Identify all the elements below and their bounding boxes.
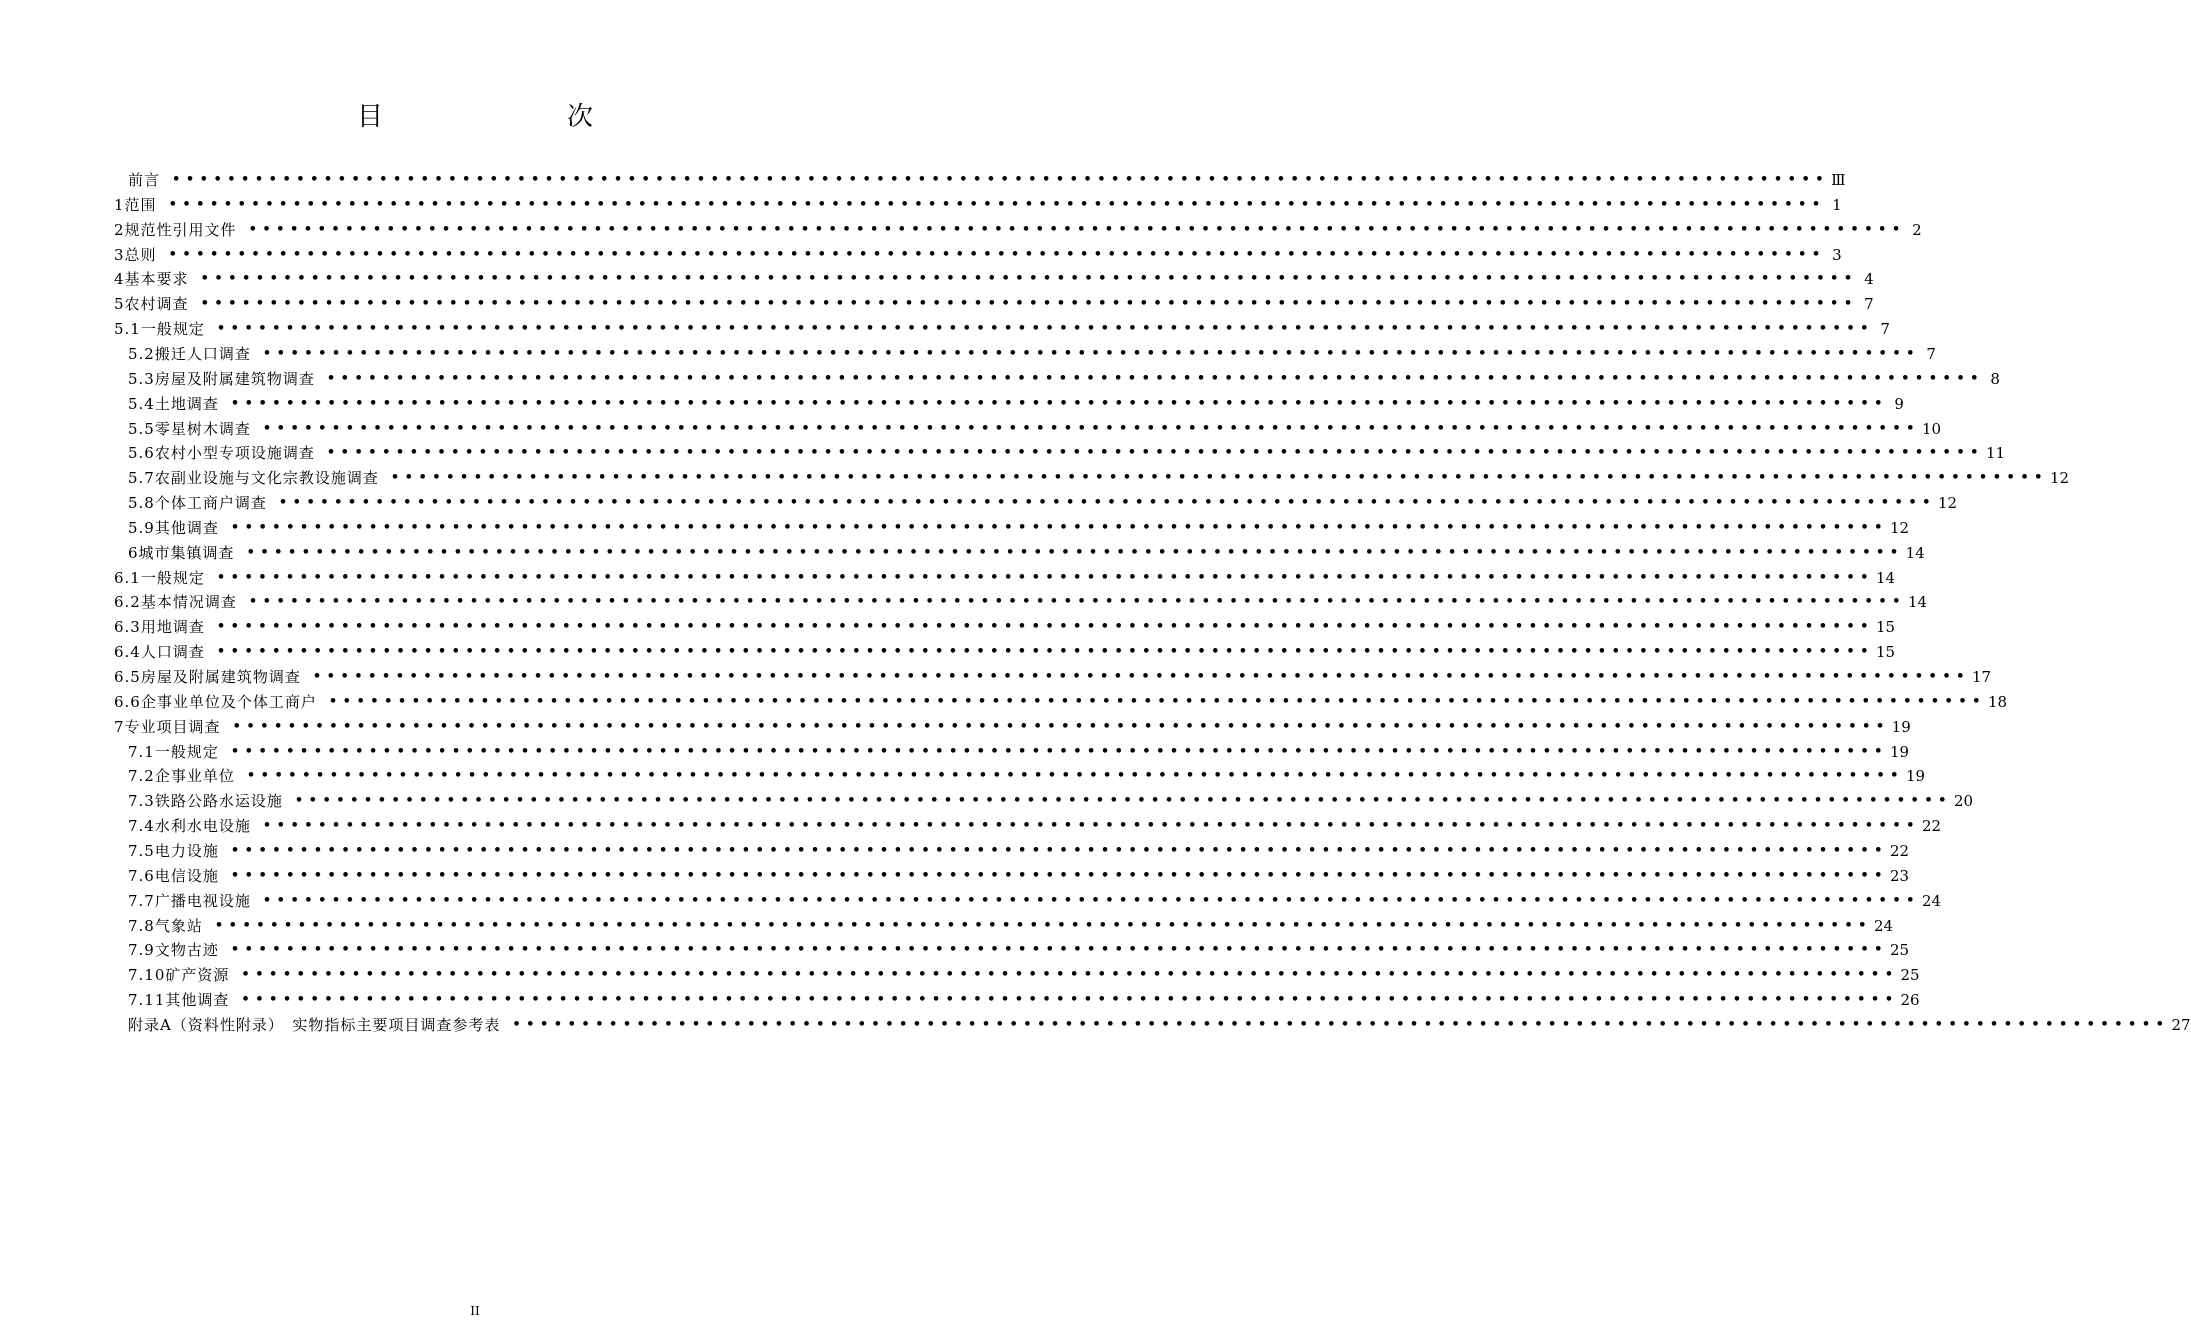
toc-entry[interactable] xyxy=(128,516,1910,540)
toc-entry-page: 7 xyxy=(1926,344,1936,363)
toc-entry[interactable] xyxy=(114,640,1896,664)
toc-entry-number: 1 xyxy=(114,195,125,214)
toc-entry[interactable] xyxy=(128,367,2000,391)
toc-entry-number: 6.1 xyxy=(114,568,141,587)
toc-entry-label: 城市集镇调查 xyxy=(138,543,235,562)
toc-entry[interactable] xyxy=(128,789,1974,813)
toc-leader-dots: •••••••••••••••••••••••••••••••••••••••••••••••••••••••••••••••••••••••••••••••••••••••••••••••••••••••••••••••••••••••• xyxy=(328,693,1986,709)
toc-entry[interactable] xyxy=(128,740,1910,764)
toc-entry[interactable] xyxy=(128,392,1904,416)
toc-entry[interactable] xyxy=(114,218,1922,242)
toc-leader-dots: •••••••••••••••••••••••••••••••••••••••••••••••••••••••••••••••••••••••••••••••••••••••••••••••••••••••••••••••••••••••• xyxy=(278,495,1936,511)
toc-entry-page: 19 xyxy=(1905,767,1926,786)
toc-entry-label: 一般规定 xyxy=(140,568,205,587)
toc-entry-page: 14 xyxy=(1875,568,1896,587)
toc-entry-number: 5.5 xyxy=(128,419,155,438)
toc-entry-label: 搬迁人口调查 xyxy=(154,344,251,363)
toc-entry-label: 其他调查 xyxy=(154,518,219,537)
toc-entry[interactable] xyxy=(114,292,1874,316)
toc-entry-page: 24 xyxy=(1873,916,1894,935)
toc-leader-dots: •••••••••••••••••••••••••••••••••••••••••••••••••••••••••••••••••••••••••••••••••••••••••••••••••••••••••••••••••••••••• xyxy=(248,594,1906,610)
toc-entry[interactable] xyxy=(128,988,1920,1012)
toc-leader-dots: •••••••••••••••••••••••••••••••••••••••••••••••••••••••••••••••••••••••••••••••••••••••••••••••••••••••••••••••••••••••• xyxy=(216,569,1874,585)
toc-entry[interactable] xyxy=(128,839,1910,863)
toc-entry[interactable] xyxy=(114,590,1928,614)
toc-entry[interactable] xyxy=(114,715,1911,739)
toc-entry-page: 14 xyxy=(1905,543,1925,562)
toc-entry[interactable] xyxy=(114,243,1842,267)
toc-entry-page: 19 xyxy=(1889,742,1910,761)
toc-entry-page: 8 xyxy=(1990,369,2000,388)
toc-entry-page: Ⅲ xyxy=(1831,171,1846,189)
toc-entry-page: 25 xyxy=(1900,966,1920,985)
toc-leader-dots: •••••••••••••••••••••••••••••••••••••••••••••••••••••••••••••••••••••••••••••••••••••••••••••••••••••••••••••••••••••••• xyxy=(294,793,1952,809)
toc-leader-dots: •••••••••••••••••••••••••••••••••••••••••••••••••••••••••••••••••••••••••••••••••••••••••••••••••••••••••••••••••••••••• xyxy=(230,842,1888,858)
toc-entry-label: 附录A（资料性附录） 实物指标主要项目调查参考表 xyxy=(128,1015,501,1034)
toc-entry-label: 铁路公路水运设施 xyxy=(154,792,283,811)
toc-leader-dots: •••••••••••••••••••••••••••••••••••••••••••••••••••••••••••••••••••••••••••••••••••••••••••••••••••••••••••••••••••••••• xyxy=(262,818,1920,834)
toc-leader-dots: •••••••••••••••••••••••••••••••••••••••••••••••••••••••••••••••••••••••••••••••••••••••••••••••••••••••••••••••••••••••• xyxy=(262,420,1920,436)
toc-leader-dots: •••••••••••••••••••••••••••••••••••••••••••••••••••••••••••••••••••••••••••••••••••••••••••••••••••••••••••••••••••••••• xyxy=(390,470,2048,486)
toc-entry-page: 3 xyxy=(1832,245,1842,264)
toc-entry-label: 矿产资源 xyxy=(165,966,230,985)
toc-entry-label: 房屋及附属建筑物调查 xyxy=(154,369,315,388)
toc-entry-label: 农副业设施与文化宗教设施调查 xyxy=(154,469,379,488)
toc-entry-number: 6 xyxy=(128,543,139,562)
toc-entry-page: 9 xyxy=(1894,394,1904,413)
toc-entry-label: 水利水电设施 xyxy=(154,817,251,836)
toc-entry-number: 5.7 xyxy=(128,469,155,488)
toc-entry-number: 5.3 xyxy=(128,369,155,388)
toc-entry[interactable] xyxy=(128,342,1936,366)
toc-entry-number: 6.2 xyxy=(114,593,141,612)
toc-entry[interactable] xyxy=(128,864,1910,888)
toc-entry[interactable] xyxy=(128,963,1920,987)
toc-leader-dots: •••••••••••••••••••••••••••••••••••••••••••••••••••••••••••••••••••••••••••••••••••••••••••••••••••••••••••••••••••••••• xyxy=(262,345,1920,361)
toc-leader-dots: •••••••••••••••••••••••••••••••••••••••••••••••••••••••••••••••••••••••••••••••••••••••••••••••••••••••••••••••••••••••• xyxy=(214,917,1872,933)
toc-leader-dots: •••••••••••••••••••••••••••••••••••••••••••••••••••••••••••••••••••••••••••••••••••••••••••••••••••••••••••••••••••••••• xyxy=(246,768,1904,784)
toc-entry-number: 5.9 xyxy=(128,518,155,537)
toc-entry-page: 7 xyxy=(1880,320,1890,339)
toc-entry-number: 5.6 xyxy=(128,444,155,463)
toc-entry-number: 7.2 xyxy=(128,767,155,786)
toc-entry-page: 2 xyxy=(1912,220,1922,239)
toc-entry-number: 7.6 xyxy=(128,866,155,885)
toc-entry-label: 个体工商户调查 xyxy=(154,494,267,513)
toc-entry-page: 12 xyxy=(2049,469,2070,488)
toc-entry[interactable] xyxy=(114,267,1874,291)
toc-entry[interactable] xyxy=(128,914,1894,938)
toc-entry-page: 4 xyxy=(1864,270,1874,289)
toc-entry[interactable] xyxy=(114,690,2008,714)
toc-entry-number: 7 xyxy=(114,717,125,736)
toc-entry-number: 6.4 xyxy=(114,643,141,662)
toc-entry-number: 7.4 xyxy=(128,817,155,836)
toc-entry-number: 5.8 xyxy=(128,494,155,513)
toc-entry[interactable] xyxy=(114,665,1992,689)
toc-entry[interactable] xyxy=(114,566,1896,590)
toc-entry-page: 25 xyxy=(1889,941,1910,960)
toc-entry[interactable] xyxy=(128,417,1942,441)
toc-entry-number: 6.5 xyxy=(114,668,141,686)
toc-entry-number: 6.3 xyxy=(114,618,141,637)
toc-leader-dots: •••••••••••••••••••••••••••••••••••••••••••••••••••••••••••••••••••••••••••••••••••••••••••••••••••••••••••••••••••••••• xyxy=(512,1016,2170,1032)
toc-entry[interactable] xyxy=(128,491,1958,515)
toc-leader-dots: •••••••••••••••••••••••••••••••••••••••••••••••••••••••••••••••••••••••••••••••••••••••••••••••••••••••••••••••••••••••• xyxy=(326,370,1984,386)
toc-leader-dots: •••••••••••••••••••••••••••••••••••••••••••••••••••••••••••••••••••••••••••••••••••••••••••••••••••••••••••••••••••••••• xyxy=(230,942,1888,958)
toc-entry-page: 26 xyxy=(1900,991,1920,1010)
toc-entry-number: 4 xyxy=(114,270,125,289)
toc-leader-dots: •••••••••••••••••••••••••••••••••••••••••••••••••••••••••••••••••••••••••••••••••••••••••••••••••••••••••••••••••••••••• xyxy=(241,992,1899,1008)
toc-entry-number: 7.5 xyxy=(128,841,155,860)
toc-entry-label: 电信设施 xyxy=(154,866,219,885)
toc-entry-number: 5.4 xyxy=(128,394,155,413)
toc-entry-number: 5.1 xyxy=(114,320,141,339)
toc-entry-label: 零星树木调查 xyxy=(154,419,251,438)
toc-entry[interactable] xyxy=(128,938,1910,962)
toc-leader-dots: •••••••••••••••••••••••••••••••••••••••••••••••••••••••••••••••••••••••••••••••••••••••••••••••••••••••••••••••••••••••• xyxy=(232,718,1890,734)
toc-entry-label: 人口调查 xyxy=(140,643,205,662)
toc-entry-label: 前言 xyxy=(128,171,161,189)
toc-entry-label: 农村调查 xyxy=(124,295,189,314)
toc-leader-dots: •••••••••••••••••••••••••••••••••••••••••••••••••••••••••••••••••••••••••••••••••••••••••••••••••••••••••••••••••••••••• xyxy=(326,445,1984,461)
toc-entry[interactable] xyxy=(114,317,1890,341)
toc-entry[interactable] xyxy=(128,764,1926,788)
toc-entry-number: 3 xyxy=(114,245,125,264)
toc-entry-label: 总则 xyxy=(124,245,157,264)
toc-leader-dots: •••••••••••••••••••••••••••••••••••••••••••••••••••••••••••••••••••••••••••••••••••••••••••••••••••••••••••••••••••••••• xyxy=(262,892,1920,908)
toc-entry[interactable] xyxy=(114,193,1842,217)
toc-entry-number: 7.10 xyxy=(128,966,166,985)
toc-entry[interactable] xyxy=(128,168,1846,192)
toc-entry[interactable] xyxy=(128,441,2006,465)
toc-entry[interactable] xyxy=(114,615,1896,639)
toc-entry-page: 22 xyxy=(1921,817,1942,836)
toc-leader-dots: •••••••••••••••••••••••••••••••••••••••••••••••••••••••••••••••••••••••••••••••••••••••••••••••••••••••••••••••••••••••• xyxy=(216,644,1874,660)
toc-entry-page: 10 xyxy=(1921,419,1942,438)
toc-entry-page: 12 xyxy=(1937,494,1958,513)
toc-entry-number: 2 xyxy=(114,220,125,239)
toc-entry-label: 广播电视设施 xyxy=(154,891,251,910)
toc-leader-dots: •••••••••••••••••••••••••••••••••••••••••••••••••••••••••••••••••••••••••••••••••••••••••••••••••••••••••••••••••••••••• xyxy=(241,967,1899,983)
toc-entry[interactable] xyxy=(128,889,1942,913)
toc-entry-number: 7.9 xyxy=(128,941,155,960)
toc-entry-page: 27 xyxy=(2171,1015,2191,1034)
toc-leader-dots: •••••••••••••••••••••••••••••••••••••••••••••••••••••••••••••••••••••••••••••••••••••••••••••••••••••••••••••••••••••••• xyxy=(168,246,1826,262)
toc-entry-label: 企事业单位及个体工商户 xyxy=(140,692,317,711)
toc-entry-page: 23 xyxy=(1889,866,1910,885)
toc-entry-page: 11 xyxy=(1985,444,2006,463)
toc-leader-dots: •••••••••••••••••••••••••••••••••••••••••••••••••••••••••••••••••••••••••••••••••••••••••••••••••••••••••••••••••••••••• xyxy=(172,172,1830,187)
toc-leader-dots: •••••••••••••••••••••••••••••••••••••••••••••••••••••••••••••••••••••••••••••••••••••••••••••••••••••••••••••••••••••••• xyxy=(216,321,1874,337)
toc-leader-dots: •••••••••••••••••••••••••••••••••••••••••••••••••••••••••••••••••••••••••••••••••••••••••••••••••••••••••••••••••••••••• xyxy=(216,619,1874,635)
toc-entry-label: 其他调查 xyxy=(165,991,230,1010)
toc-entry-number: 7.3 xyxy=(128,792,155,811)
toc-leader-dots: •••••••••••••••••••••••••••••••••••••••••••••••••••••••••••••••••••••••••••••••••••••••••••••••••••••••••••••••••••••••• xyxy=(246,544,1904,560)
toc-entry-page: 22 xyxy=(1889,841,1910,860)
footer-page-number: II xyxy=(470,1304,480,1318)
toc-leader-dots: •••••••••••••••••••••••••••••••••••••••••••••••••••••••••••••••••••••••••••••••••••••••••••••••••••••••••••••••••••••••• xyxy=(230,867,1888,883)
page-title: 目 次 xyxy=(356,102,637,132)
toc-leader-dots: •••••••••••••••••••••••••••••••••••••••••••••••••••••••••••••••••••••••••••••••••••••••••••••••••••••••••••••••••••••••• xyxy=(230,395,1888,411)
toc-entry[interactable] xyxy=(128,1013,2191,1037)
toc-entry[interactable] xyxy=(128,466,2070,490)
toc-leader-dots: •••••••••••••••••••••••••••••••••••••••••••••••••••••••••••••••••••••••••••••••••••••••••••••••••••••••••••••••••••••••• xyxy=(168,196,1826,212)
toc-entry-label: 一般规定 xyxy=(154,742,219,761)
toc-entry-label: 规范性引用文件 xyxy=(124,220,237,239)
toc-leader-dots: •••••••••••••••••••••••••••••••••••••••••••••••••••••••••••••••••••••••••••••••••••••••••••••••••••••••••••••••••••••••• xyxy=(200,271,1858,287)
toc-entry-number: 7.8 xyxy=(128,916,155,935)
toc-entry-label: 一般规定 xyxy=(140,320,205,339)
toc-entry-page: 17 xyxy=(1971,668,1992,686)
toc-leader-dots: •••••••••••••••••••••••••••••••••••••••••••••••••••••••••••••••••••••••••••••••••••••••••••••••••••••••••••••••••••••••• xyxy=(312,669,1970,684)
toc-leader-dots: •••••••••••••••••••••••••••••••••••••••••••••••••••••••••••••••••••••••••••••••••••••••••••••••••••••••••••••••••••••••• xyxy=(230,519,1888,535)
toc-entry-label: 电力设施 xyxy=(154,841,219,860)
toc-entry-label: 基本要求 xyxy=(124,270,189,289)
toc-entry-number: 7.1 xyxy=(128,742,155,761)
toc-leader-dots: •••••••••••••••••••••••••••••••••••••••••••••••••••••••••••••••••••••••••••••••••••••••••••••••••••••••••••••••••••••••• xyxy=(200,296,1858,312)
toc-entry-label: 气象站 xyxy=(154,916,203,935)
toc-entry-label: 用地调查 xyxy=(140,618,205,637)
toc-entry-label: 范围 xyxy=(124,195,157,214)
toc-entry-label: 基本情况调查 xyxy=(140,593,237,612)
toc-entry-page: 15 xyxy=(1875,643,1896,662)
toc-entry-label: 专业项目调查 xyxy=(124,717,221,736)
toc-entry-number: 6.6 xyxy=(114,692,141,711)
toc-entry-label: 企事业单位 xyxy=(154,767,235,786)
toc-entry-number: 5 xyxy=(114,295,125,314)
toc-entry-page: 1 xyxy=(1832,195,1842,214)
toc-entry-page: 18 xyxy=(1987,692,2008,711)
toc-entry-number: 7.7 xyxy=(128,891,155,910)
toc-entry-page: 14 xyxy=(1907,593,1928,612)
toc-leader-dots: •••••••••••••••••••••••••••••••••••••••••••••••••••••••••••••••••••••••••••••••••••••••••••••••••••••••••••••••••••••••• xyxy=(248,221,1906,237)
toc-entry[interactable] xyxy=(128,541,1925,565)
toc-entry-label: 土地调查 xyxy=(154,394,219,413)
toc-entry-page: 20 xyxy=(1953,792,1974,811)
toc-entry-page: 12 xyxy=(1889,518,1910,537)
toc-entry-label: 文物古迹 xyxy=(154,941,219,960)
toc-entry-label: 房屋及附属建筑物调查 xyxy=(140,668,301,686)
toc-entry-page: 19 xyxy=(1891,717,1911,736)
toc-entry[interactable] xyxy=(128,814,1942,838)
toc-entry-number: 7.11 xyxy=(128,991,166,1010)
toc-entry-label: 农村小型专项设施调查 xyxy=(154,444,315,463)
toc-entry-number: 5.2 xyxy=(128,344,155,363)
toc-entry-page: 24 xyxy=(1921,891,1942,910)
toc-entry-page: 7 xyxy=(1864,295,1874,314)
toc-entry-page: 15 xyxy=(1875,618,1896,637)
toc-leader-dots: •••••••••••••••••••••••••••••••••••••••••••••••••••••••••••••••••••••••••••••••••••••••••••••••••••••••••••••••••••••••• xyxy=(230,743,1888,759)
